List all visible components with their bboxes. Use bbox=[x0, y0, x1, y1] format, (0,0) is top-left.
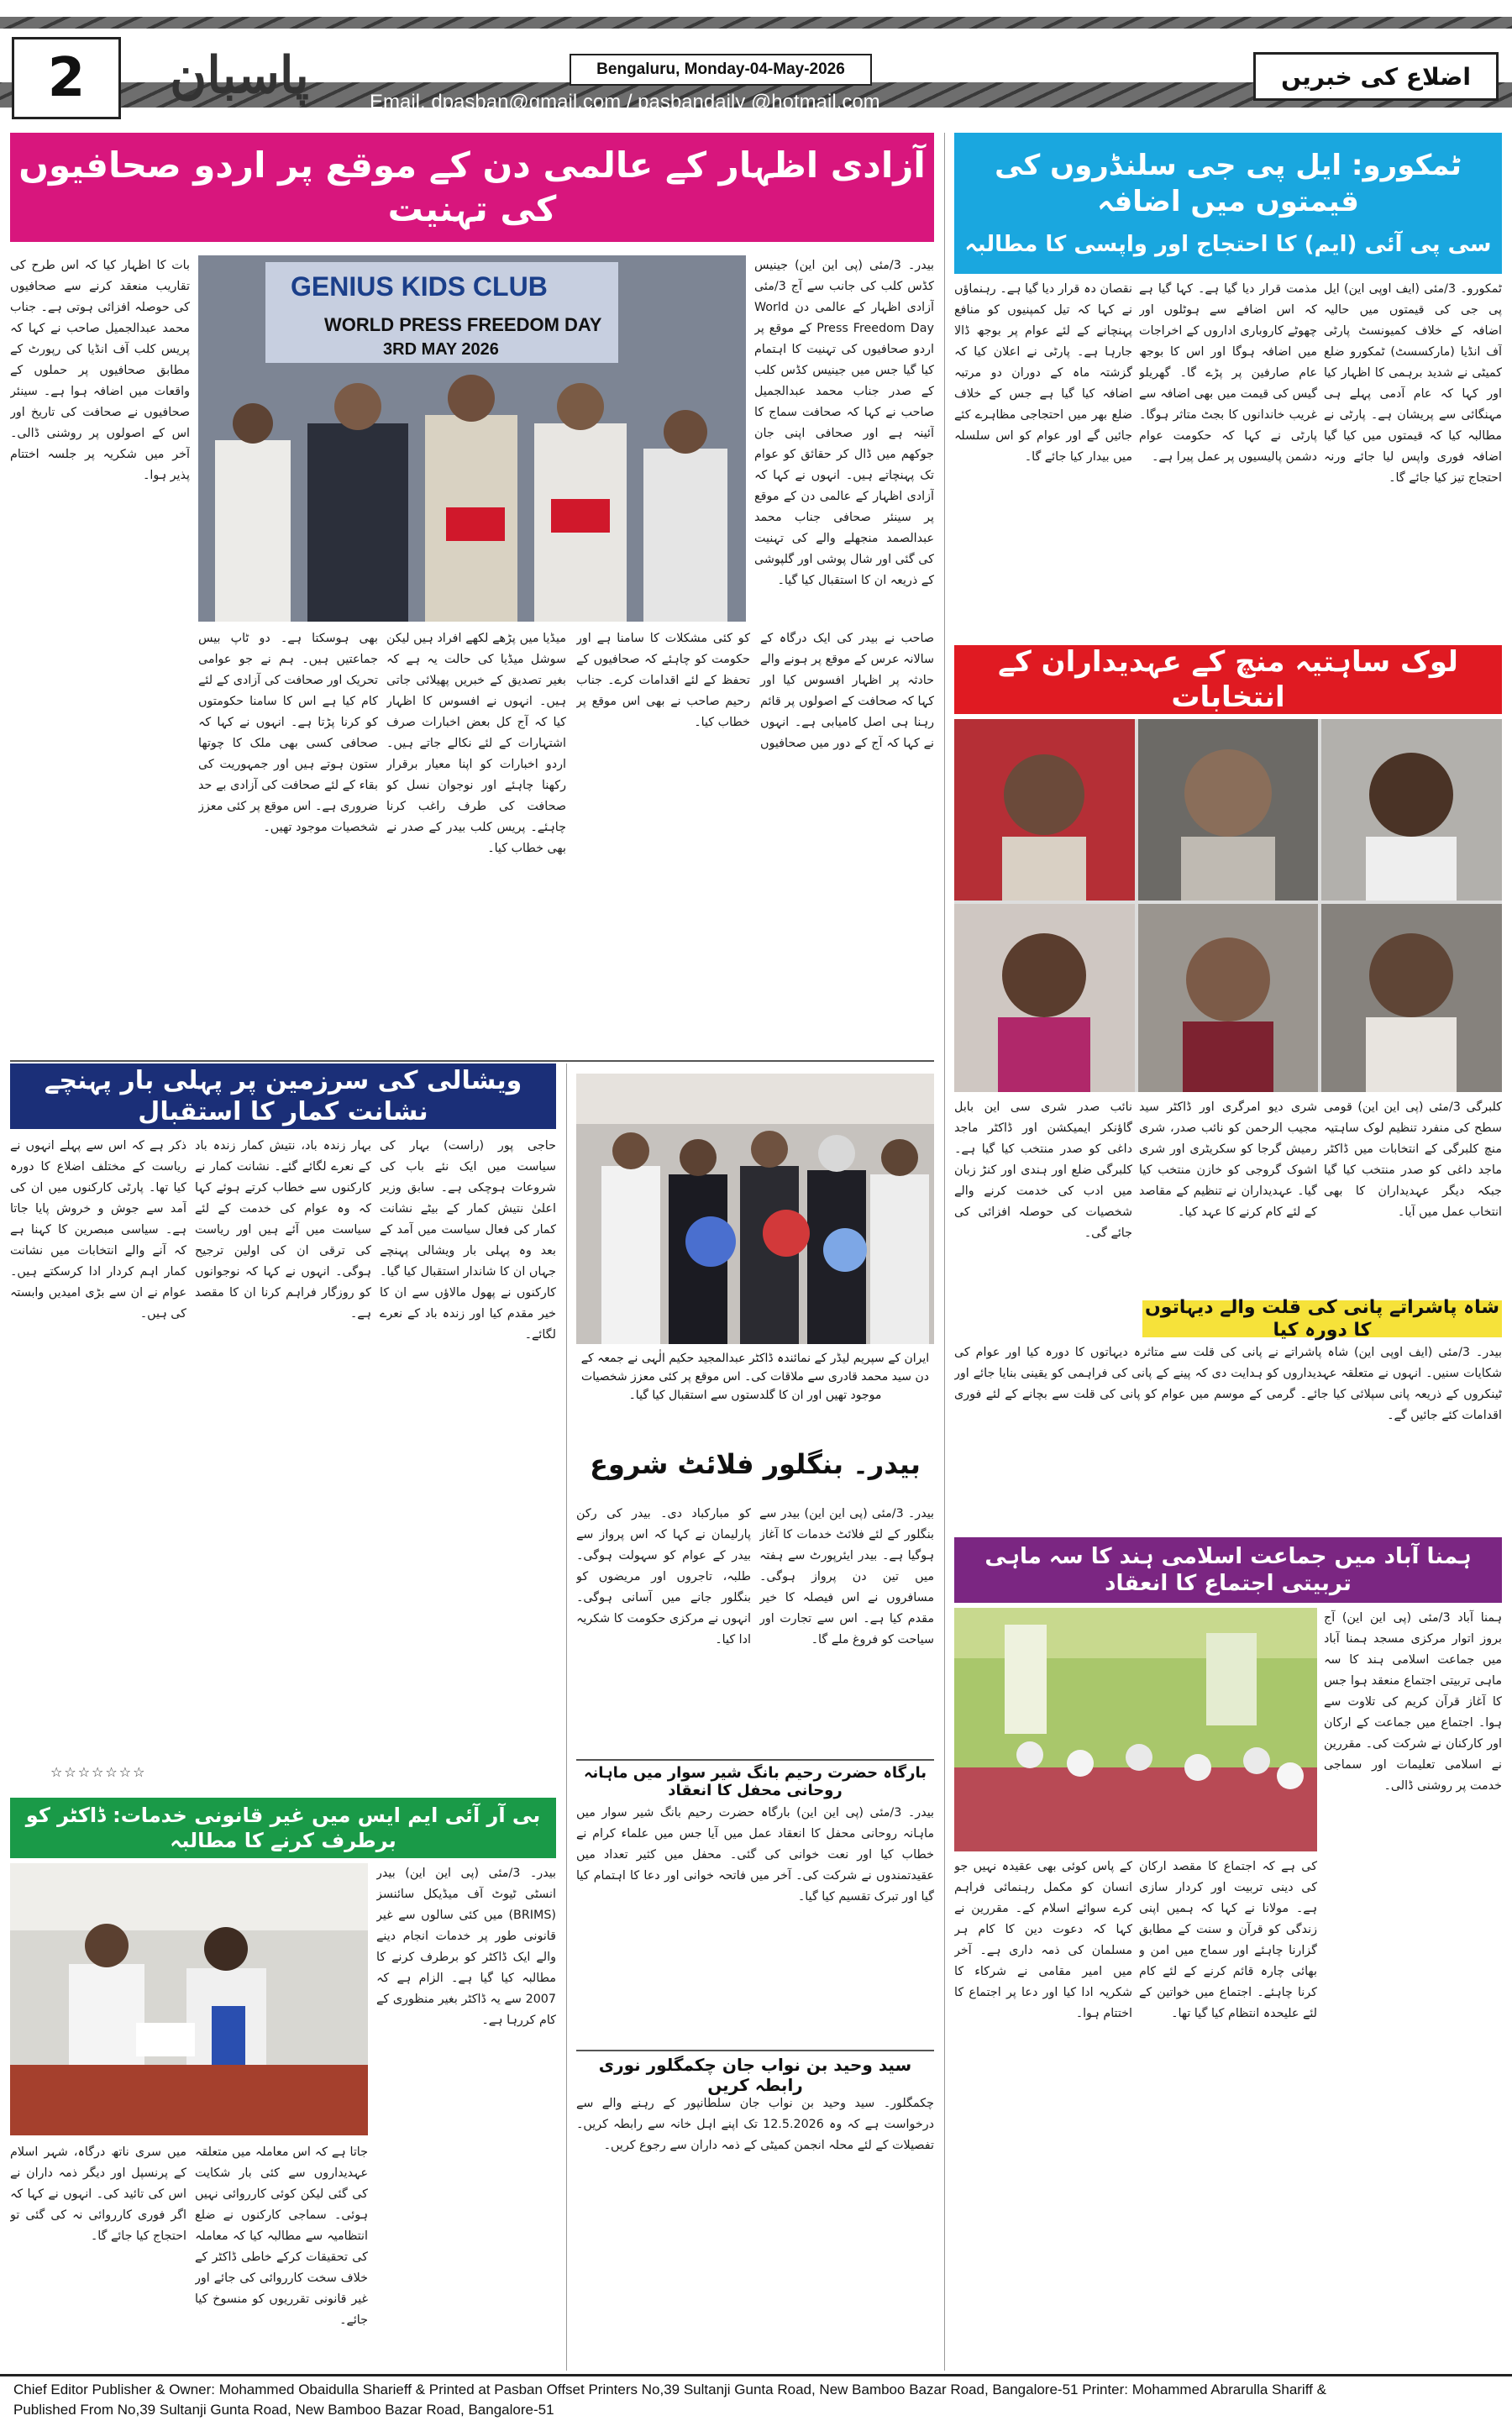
brims-col-2: جاتا ہے کہ اس معاملہ میں متعلقہ عہدیداروں سے کئی بار شکایت کی گئی لیکن کوئی کارروائی نہیں ہوئی۔ سماجی کارکنوں نے ضلع انتظامیہ سے مطالبہ کیا کہ معاملہ کی تحقیقات کرکے خاطی ڈاکٹر کے خلاف سخت کارروائی کی جائے اور غیر قانونی تقرریوں کو منسوخ کیا جائے۔ bbox=[195, 2145, 368, 2327]
imprint-footer bbox=[0, 2374, 1512, 2421]
lpg-col-3: نقصان دہ قرار دیا گیا ہے۔ رہنماؤں نے کہا کہ تیل کمپنیوں کو منافع پہنچانے کے لئے عوام پر بوجھ ڈالا جارہا ہے۔ پارٹی نے اعلان کیا کہ گزشتہ ماہ کے دوران دو مرتبہ اضافہ کیا گیا ہے جس کے خلاف ضلع بھر میں احتجاجی مظاہرے کئے جائیں گے اور عوام کو اس سلسلہ میں بیدار کیا جائے گا۔ bbox=[954, 282, 1132, 464]
brims-headline: بی آر آئی ایم ایس میں غیر قانونی خدمات: ڈاکٹر کو برطرف کرنے کا مطالبہ bbox=[10, 1798, 556, 1858]
lok-sahitya-col-3: نائب صدر شری سی این بابل گاؤنکر ایمیکشن اور ڈاکٹر ماجد داغی کو صدر منتخب کیا گیا ہے۔ کلبرگی ضلع اور ہندی اور کنڑ زبان میں ادب کی خدمت کرنے والے شخصیات کی حوصلہ افزائی کی جائے گی۔ bbox=[954, 1100, 1132, 1240]
brims-col-3: میں سری ناتھ درگاہ، شہر اسلام کے پرنسپل اور دیگر ذمہ داران نے اس کی تائید کی۔ انہوں نے کہا کہ اگر فوری کارروائی نہ کی گئی تو احتجاج کیا جائے گا۔ bbox=[10, 2145, 186, 2243]
lok-sahitya-headline: لوک ساہتیہ منچ کے عہدیداران کے انتخابات bbox=[954, 645, 1502, 714]
humnabad-photo bbox=[954, 1608, 1317, 1851]
lok-sahitya-col-1: کلبرگی 3/مئی (پی این این) قومی سطح کی منفرد تنظیم لوک ساہتیہ منچ کلبرگی کے انتخابات میں ڈاکٹر ماجد داغی کو صدر منتخب کیا گیا جبکہ دیگر عہدیداران کا بھی انتخاب عمل میں آیا۔ bbox=[1324, 1100, 1502, 1219]
rabta-headline: سید وحید بن نواب جان چکمگلور نوری رابطہ کریں bbox=[598, 2055, 912, 2095]
banner-text-2: WORLD PRESS FREEDOM DAY bbox=[324, 314, 602, 335]
humnabad-col-1: ہمنا آباد 3/مئی (پی این این) آج بروز اتوار مرکزی مسجد ہمنا آباد میں جماعت اسلامی ہند کا سہ ماہی تربیتی اجتماع منعقد ہوا جس کا آغاز قرآن کریم کی تلاوت سے ہوا۔ اجتماع میں جماعت کے ارکان اور کارکنان نے شرکت کی۔ مقررین نے اسلامی تعلیمات اور سماجی خدمت پر روشنی ڈالی۔ bbox=[1324, 1611, 1502, 1793]
rabta-body: چکمگلور۔ سید وحید بن نواب جان سلطانپور کے رہنے والے سے درخواست ہے کہ وہ 12.5.2026 تک اپنے اہل خانہ سے رابطہ کریں۔ تفصیلات کے لئے محلہ انجمن کمیٹی کے ذمہ داران سے رجوع کریں۔ bbox=[576, 2097, 934, 2152]
newspaper-logo: پاسبان bbox=[170, 46, 309, 105]
row-rule bbox=[576, 1759, 934, 1761]
lpg-col-2: مذمت قرار دیا گیا ہے۔ کہا گیا ہے کہ اس اضافے سے ہوٹلوں اور چھوٹے کاروباری اداروں کے اخراجات میں اضافہ ہوگا اور اس کا بوجھ عام صارفین پر پڑے گا۔ گھریلو گیس کی قیمت میں بھی اضافہ سے غریب خاندانوں کا بجٹ متاثر ہوگا۔ پارٹی نے کہا کہ حکومت عوام دشمن پالیسیوں پر عمل پیرا ہے۔ bbox=[1139, 282, 1317, 464]
delegation-caption: ایران کے سپریم لیڈر کے نمائندہ ڈاکٹر عبدالمجید حکیم الٰہی نے جمعہ کے دن سید محمد قادری سے ملاقات کی۔ اس موقع پر کئی معزز شخصیات موجود تھیں اور ان کا گلدستوں سے استقبال کیا گیا۔ bbox=[580, 1352, 930, 1402]
water-headline: شاہ پاشراتے پانی کی قلت والے دیہاتوں کا دورہ کیا bbox=[1142, 1300, 1502, 1337]
vaishali-col-3: ذکر ہے کہ اس سے پہلے انہوں نے ریاست کے مختلف اضلاع کا دورہ کیا تھا۔ پارٹی کارکنوں میں ان کی آمد سے جوش و خروش پایا جاتا ہے۔ سیاسی مبصرین کا کہنا ہے کہ آنے والے انتخابات میں نشانت کمار اہم کردار ادا کرسکتے ہیں۔ عوام نے ان سے بڑی امیدیں وابستہ کی ہیں۔ bbox=[10, 1139, 186, 1321]
bidar-flight-headline: بیدر۔ بنگلور فلائٹ شروع bbox=[590, 1448, 921, 1480]
page-number: 2 bbox=[12, 37, 121, 119]
section-title: اضلاع کی خبریں bbox=[1253, 52, 1499, 101]
majlis-headline: بارگاہ حضرت رحیم بانگ شیر سوار میں ماہانہ روحانی محفل کا انعقاد bbox=[584, 1764, 927, 1799]
column-rule bbox=[566, 1063, 567, 2371]
humnabad-headline: ہمنا آباد میں جماعت اسلامی ہند کا سہ ماہی تربیتی اجتماع کا انعقاد bbox=[954, 1537, 1502, 1603]
column-rule bbox=[944, 133, 945, 2371]
mosque-gathering-image bbox=[954, 1608, 1317, 1851]
press-freedom-headline: آزادی اظہار کے عالمی دن کے موقع پر اردو صحافیوں کی تہنیت bbox=[10, 133, 934, 242]
press-freedom-col-5: بات کا اظہار کیا کہ اس طرح کی تقاریب منعقد کرنے سے صحافیوں کی حوصلہ افزائی ہوتی ہے۔ جناب محمد عبدالجمیل صاحب نے کہا کہ پریس کلب آف انڈیا کی رپورٹ کے مطابق صحافیوں پر حملوں کے واقعات میں اضافہ ہوا ہے۔ سینئر صحافیوں نے صحافت کی تاریخ اور اس کے اصولوں پر روشنی ڈالی۔ آخر میں شکریہ پر جلسہ اختتام پذیر ہوا۔ bbox=[10, 259, 190, 482]
lpg-col-1: ٹمکورو۔ 3/مئی (ایف اوپی این) ایل پی جی کی قیمتوں میں حالیہ اضافہ کے خلاف کمیونسٹ پارٹی آف انڈیا (مارکسسٹ) ٹمکورو ضلع کمیٹی نے شدید برہمی کا اظہار کیا اور کہا کہ عام آدمی پہلے ہی مہنگائی سے پریشان ہے۔ پارٹی نے مطالبہ کیا کہ قیمتوں میں کیا گیا اضافہ فوری واپس لیا جائے ورنہ احتجاج تیز کیا جائے گا۔ bbox=[1324, 282, 1502, 485]
memorandum-image bbox=[10, 1863, 368, 2135]
majlis-body: بیدر۔ 3/مئی (پی این این) بارگاہ حضرت رحیم بانگ شیر سوار میں ماہانہ روحانی محفل کا انعقاد عمل میں آیا جس میں علماء کرام نے خطاب کیا اور نعت خوانی کی گئی۔ محفل میں کثیر تعداد میں عقیدتمندوں نے شرکت کی۔ آخر میں فاتحہ خوانی اور دعا کا اہتمام کیا گیا اور تبرک تقسیم کیا گیا۔ bbox=[576, 1806, 934, 1904]
lpg-headline-1: ٹمکورو: ایل پی جی سلنڈروں کی قیمتوں میں اضافہ bbox=[995, 149, 1462, 218]
lok-sahitya-col-2: شری دیو امرگری اور ڈاکٹر سید مجیب الرحمن کو نائب صدر، شری رمیش گرجا کو سکریٹری اور شری اشوک گروجی کو خازن منتخب کیا گیا۔ عہدیداران نے تنظیم کے مقاصد کے لئے کام کرنے کا عہد کیا۔ bbox=[1139, 1100, 1317, 1219]
portrait-grid-image bbox=[954, 719, 1502, 1092]
humnabad-col-3: کے پاس کوئی بھی عقیدہ نہیں جو انسان کو مکمل رہنمائی فراہم کرے سوائے اسلام کے۔ مقررین نے کہا کہ دعوت دین کا کام ہر مسلمان کی ذمہ داری ہے۔ آخر میں امیر مقامی نے شرکاء کا شکریہ ادا کیا اور دعا پر اجتماع کا اختتام ہوا۔ bbox=[954, 1860, 1132, 2020]
press-freedom-col-1: بیدر۔ 3/مئی (پی این این) جینیس کڈس کلب کی جانب سے آج 3/مئی آزادی اظہار کے عالمی دن World Press Freedom Day کے موقع پر اردو صحافیوں کی تہنیت کا اہتمام کیا گیا جس میں جینیس کڈس کلب کے صدر جناب محمد عبدالجمیل صاحب نے کہا کہ صحافت سماج کا آئینہ ہے اور صحافی اپنی جان جوکھم میں ڈال کر حقائق کو عوام تک پہنچاتے ہیں۔ انہوں نے کہا کہ آزادی اظہار کے عالمی دن کے موقع پر سینئر صحافی جناب محمد عبدالصمد منجھلے والے کی تہنیت کی گئی اور شال پوشی اور گلپوشی کے ذریعہ ان کا استقبال کیا گیا۔ bbox=[754, 259, 934, 587]
vaishali-col-1: حاجی پور (راست) بہار کی سیاست میں ایک نئے باب کی شروعات ہوچکی ہے۔ سابق وزیر اعلیٰ نتیش کمار کے بیٹے نشانت کمار کی فعال سیاست میں آمد کے بعد وہ پہلی بار ویشالی پہنچے جہاں ان کا شاندار استقبال کیا گیا۔ کارکنوں نے پھول مالاؤں سے ان کا خیر مقدم کیا اور زندہ باد کے نعرے لگائے۔ bbox=[380, 1139, 556, 1342]
imprint-line-1: Chief Editor Publisher & Owner: Mohammed Obaidulla Sharieff & Printed at Pasban Offset Printers No,39 Sultanji Gunta Road, New Bamboo Bazar Road, Bangalore-51 Printer: Mohammed Abrarulla Shariff & bbox=[13, 2382, 1326, 2397]
bidar-flight-col-1: بیدر۔ 3/مئی (پی این این) بیدر سے بنگلور کے لئے فلائٹ خدمات کا آغاز ہوگیا ہے۔ بیدر ایئرپورٹ سے ہفتہ میں تین دن پرواز ہوگی۔ مسافروں نے اس فیصلہ کا خیر مقدم کیا ہے۔ اس سے تجارت اور سیاحت کو فروغ ملے گا۔ bbox=[759, 1507, 934, 1646]
bidar-flight-col-2: کو مبارکباد دی۔ بیدر کی رکن پارلیمان نے کہا کہ اس پرواز سے بیدر کے عوام کو سہولت ہوگی۔ طلبہ، تاجروں اور مریضوں کو بنگلور جانے میں آسانی ہوگی۔ انہوں نے مرکزی حکومت کا شکریہ ادا کیا۔ bbox=[576, 1507, 751, 1646]
row-rule bbox=[10, 1060, 934, 1062]
delegation-photo bbox=[576, 1074, 934, 1344]
press-freedom-col-3: میڈیا میں پڑھے لکھے افراد ہیں لیکن سوشل میڈیا کی حالت یہ ہے کہ بغیر تصدیق کے خبریں پھیلائی جاتی ہیں۔ انہوں نے افسوس کا اظہار کیا کہ آج کل بعض اخبارات صرف اشتہارات کے لئے نکالے جاتے ہیں۔ اردو اخبارات کو اپنا معیار برقرار رکھنا چاہئے اور نوجوان نسل کو صحافت کی طرف راغب کرنا چاہئے۔ پریس کلب بیدر کے صدر نے بھی خطاب کیا۔ bbox=[386, 632, 566, 855]
vaishali-col-2: بہار زندہ باد، نتیش کمار زندہ باد کے نعرے لگائے گئے۔ نشانت کمار نے کارکنوں سے خطاب کرتے ہوئے کہا کہ وہ عوام کی خدمت کے لئے سیاست میں آئے ہیں اور ریاست کی ترقی ان کی اولین ترجیح ہوگی۔ انہوں نے کہا کہ نوجوانوں کو روزگار فراہم کرنا ان کا مقصد ہے۔ bbox=[195, 1139, 371, 1321]
lpg-headline-2: سی پی آئی (ایم) کا احتجاج اور واپسی کا مطالبہ bbox=[964, 232, 1492, 258]
press-event-image bbox=[198, 255, 746, 622]
banner-text-3: 3RD MAY 2026 bbox=[383, 340, 499, 359]
banner-text-1: GENIUS KIDS CLUB bbox=[291, 271, 548, 302]
date-line: Bengaluru, Monday-04-May-2026 bbox=[570, 54, 872, 86]
press-freedom-photo bbox=[198, 255, 746, 622]
lok-sahitya-portraits bbox=[954, 719, 1502, 1092]
delegation-image bbox=[576, 1074, 934, 1344]
press-freedom-col-2: صاحب نے بیدر کی ایک درگاہ کے سالانہ عرس کے موقع پر ہونے والے حادثہ پر اظہار افسوس کیا اور کہا کہ صحافت کے اصولوں پر قائم رہنا ہی اصل کامیابی ہے۔ انہوں نے کہا کہ آج کے دور میں صحافیوں کو کئی مشکلات کا سامنا ہے اور حکومت کو چاہئے کہ صحافیوں کے تحفظ کے لئے اقدامات کرے۔ جناب رحیم صاحب نے بھی اس موقع پر خطاب کیا۔ bbox=[576, 632, 934, 750]
imprint-line-2: Published From No,39 Sultanji Gunta Road, New Bamboo Bazar Road, Bangalore-51 bbox=[13, 2402, 554, 2418]
vaishali-headline: ویشالی کی سرزمین پر پہلی بار پہنچے نشانت کمار کا استقبال bbox=[10, 1063, 556, 1129]
water-body: بیدر۔ 3/مئی (ایف اوپی این) شاہ پاشراتے نے پانی کی قلت سے متاثرہ دیہاتوں کا دورہ کیا اور عوام کی شکایات سنیں۔ انہوں نے متعلقہ عہدیداروں کو ہدایت دی کہ پینے کے پانی کی فراہمی کو یقینی بنایا جائے اور ٹینکروں کے ذریعہ پانی سپلائی کیا جائے۔ گرمی کے موسم میں عوام کو پانی کی قلت سے بچانے کے لئے فوری اقدامات کئے جائیں گے۔ bbox=[954, 1346, 1502, 1422]
brims-col-1: بیدر۔ 3/مئی (پی این این) بیدر انسٹی ٹیوٹ آف میڈیکل سائنسز (BRIMS) میں کئی سالوں سے غیر قانونی طور پر خدمات انجام دینے والے ایک ڈاکٹر کو برطرف کرنے کا مطالبہ کیا گیا ہے۔ الزام ہے کہ 2007 سے یہ ڈاکٹر بغیر منظوری کے کام کررہا ہے۔ bbox=[376, 1867, 556, 2027]
brims-photo bbox=[10, 1863, 368, 2135]
row-rule bbox=[576, 2050, 934, 2051]
humnabad-col-2: کی ہے کہ اجتماع کا مقصد ارکان کی دینی تربیت اور کردار سازی ہے۔ مولانا نے کہا کہ ہمیں اپنی زندگی کو قرآن و سنت کے مطابق گزارنا چاہئے اور سماج میں امن و بھائی چارہ قائم کرنے کے لئے کام کرنا چاہئے۔ اجتماع میں خواتین کے لئے علیحدہ انتظام کیا گیا تھا۔ bbox=[1139, 1860, 1317, 2020]
lpg-headline-block bbox=[954, 133, 1502, 274]
separator-stars: ☆☆☆☆☆☆☆ bbox=[50, 1764, 147, 1780]
press-freedom-col-4: بھی ہوسکتا ہے۔ دو ٹاپ بیس جماعتیں ہیں۔ ہم نے جو عوامی تحریک اور صحافت کی آزادی کے لئے کام کیا ہے اس کا سامنا حکومتوں کو کرنا پڑتا ہے۔ انہوں نے کہا کہ صحافی کسی بھی ملک کا چوتھا ستون ہوتے ہیں اور جمہوریت کی بقاء کے لئے صحافت کی آزادی بے حد ضروری ہے۔ اس موقع پر کئی معزز شخصیات موجود تھیں۔ bbox=[198, 632, 378, 834]
email-line: Email. dpasban@gmail.com / pasbandaily @hotmail.com bbox=[370, 91, 880, 113]
